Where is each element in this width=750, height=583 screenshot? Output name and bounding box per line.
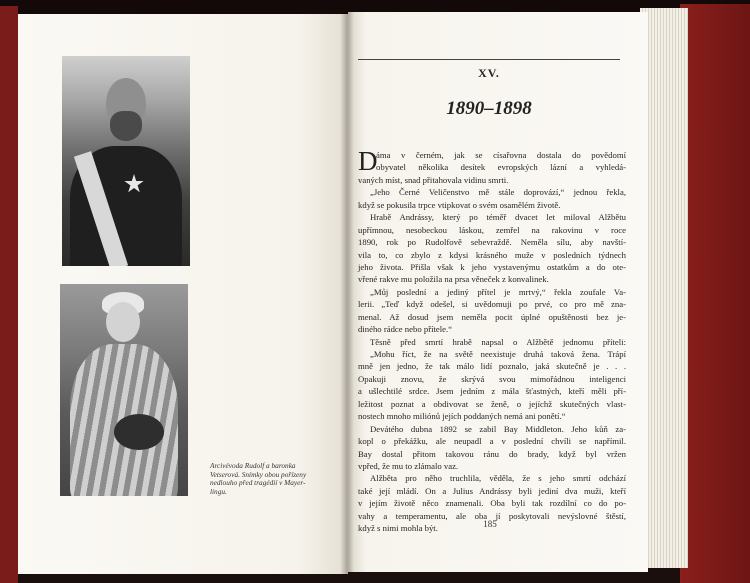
text-line: vpřed, že mu to zlámalo vaz. (358, 460, 459, 471)
text-line: mně jen jedno, že tak málo lidí poznalo, jaká skutečně je . . . (358, 361, 626, 372)
text-line: 1890, rok po Rudolfově sebevraždě. Neměla sílu, aby navští- (358, 237, 626, 248)
chapter-number: XV. (478, 66, 500, 80)
text-line: vaných míst, snad přitahovala vidinu smrti. (358, 174, 509, 185)
portrait-photo-rudolf (62, 56, 190, 266)
book-gutter (340, 12, 354, 574)
beard-figure (110, 111, 142, 141)
text-line: Bay dostal přitom takovou ránu do brady, když byl vržen (358, 448, 626, 459)
chapter-body-text (358, 146, 626, 535)
text-line: obyvatel několika desítek evropských lázní a vyhledá- (376, 162, 626, 173)
caption-line: nedlouho před tragédií v Mayer- (210, 478, 306, 488)
text-line: „Jeho Černé Veličenstvo mě stále doprovází,“ jednou řekla, (370, 187, 626, 198)
chapter-title: 1890–1898 (446, 98, 532, 119)
text-line: upřímnou, nesobeckou láskou, zemřel na rakovinu v roce (358, 224, 626, 235)
text-line: menal. Až dosud jsem neměla pocit úplné opuštěnosti bez je- (358, 311, 626, 322)
caption-line: Arcivévoda Rudolf a baronka (210, 461, 296, 470)
caption-line: Vetserová. Snímky obou pořízeny (210, 469, 307, 479)
caption-line: lingu. (210, 486, 227, 496)
text-line: diného rádce nebo přítele.“ (358, 324, 453, 335)
text-line: „Můj poslední a jediný přítel je mrtvý,“ řekla zoufale Va- (370, 286, 626, 297)
photo-caption (210, 462, 335, 496)
text-line: lerii. „Teď když odešel, si uvědomuji po prvé, co pro mě zna- (358, 299, 626, 310)
flower-bouquet-figure (114, 414, 164, 450)
drop-cap: D (358, 146, 378, 176)
text-line: když s nimi mohla být. (358, 523, 438, 534)
text-line: vřené rakve mu položila na prsa věneček z konvalinek. (358, 274, 549, 285)
text-line: Těsně před smrtí hrabě napsal o Alžbětě jednomu příteli: (370, 336, 626, 347)
face-figure (106, 302, 140, 342)
text-line: Devátého dubna 1892 se zabil Bay Middleton. Jeho kůň za- (370, 423, 626, 434)
text-line: jeho života. Přišla však k jeho vystavenýmu ostatkům a do ote- (358, 261, 626, 272)
text-line: a ušlechtilé srdce. Jsem jedním z mála šťastných, kteří měli pří- (358, 386, 626, 397)
text-line: „Mohu říct, že na světě neexistuje druhá taková žena. Trápí (370, 349, 626, 359)
text-line: ležitost poznat a obdivovat se ženě, o jejíchž skutečných vlast- (358, 398, 626, 409)
text-line: když se pokusila trpce vtipkovat o svém osamělém životě. (358, 199, 561, 210)
text-line: nostech mnoho miliónů jejích poddaných nemá ani ponětí.“ (358, 411, 566, 422)
text-line: kopl o překážku, ale neupadl a v poslední chvíli se napřímil. (358, 436, 626, 447)
text-line: Alžběta pro něho truchlila, věděla, že s jeho smrtí odchází (370, 473, 626, 484)
portrait-photo-vetserova (60, 284, 188, 496)
text-line: v jejím životě něco znamenali. Oba byli tak rozdílní co do po- (358, 498, 626, 509)
text-line: Hrabě Andrássy, který po téměř dvacet let miloval Alžbětu (370, 212, 626, 223)
text-line: vahy a temperamentu, ale oba jí poskytovali nevýslovné štěstí, (358, 510, 626, 521)
book-cover-left-edge (0, 6, 18, 583)
book-cover-right-edge (680, 4, 750, 583)
text-line: áma v černém, jak se císařovna dostala do povědomí (376, 150, 626, 160)
chapter-rule (358, 59, 620, 60)
text-line: Opakuji znovu, že skrývá svou mimořádnou inteligenci (358, 373, 626, 384)
page-number: 185 (483, 519, 497, 529)
text-line: také její mládí. On a Julius Andrássy byli jediní dva muži, kteří (358, 485, 626, 496)
text-line: vila to, co zbylo z kdysi krásného muže v posledních týdnech (358, 249, 626, 260)
